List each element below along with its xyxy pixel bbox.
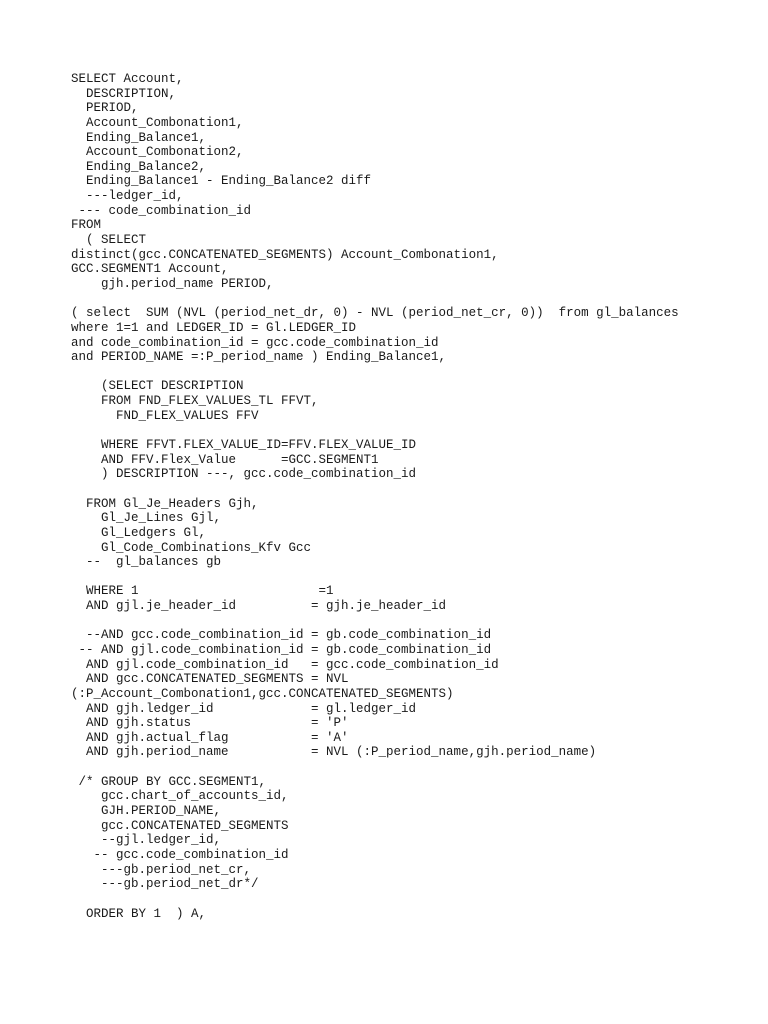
code-line: WHERE FFVT.FLEX_VALUE_ID=FFV.FLEX_VALUE_ID xyxy=(71,438,417,453)
code-line: ORDER BY 1 ) A, xyxy=(71,906,207,921)
code-line: (:P_Account_Combonation1,gcc.CONCATENATED_SEGMENTS) xyxy=(71,686,454,701)
code-line: AND gjl.je_header_id = gjh.je_header_id xyxy=(71,599,447,614)
code-line: WHERE 1 =1 xyxy=(71,584,334,599)
code-line: FROM Gl_Je_Headers Gjh, xyxy=(71,496,259,511)
code-line: FROM FND_FLEX_VALUES_TL FFVT, xyxy=(71,394,319,409)
code-line: Gl_Code_Combinations_Kfv Gcc xyxy=(71,540,312,555)
code-line: gcc.chart_of_accounts_id, xyxy=(71,789,289,804)
code-line: DESCRIPTION, xyxy=(71,86,177,101)
code-line: AND gjl.code_combination_id = gcc.code_combination_id xyxy=(71,657,499,672)
code-line: Ending_Balance1, xyxy=(71,130,207,145)
code-line xyxy=(71,760,679,775)
code-line: GCC.SEGMENT1 Account, xyxy=(71,262,229,277)
code-line: -- gcc.code_combination_id xyxy=(71,847,289,862)
code-line: --AND gcc.code_combination_id = gb.code_combination_id xyxy=(71,628,492,643)
code-line: Ending_Balance2, xyxy=(71,159,207,174)
code-line: Ending_Balance1 - Ending_Balance2 diff xyxy=(71,174,372,189)
code-line: AND gjh.period_name = NVL (:P_period_name,gjh.period_name) xyxy=(71,745,597,760)
code-line: ---gb.period_net_dr*/ xyxy=(71,877,259,892)
code-line: FROM xyxy=(71,218,102,233)
code-line: AND gcc.CONCATENATED_SEGMENTS = NVL xyxy=(71,672,349,687)
code-line: AND FFV.Flex_Value =GCC.SEGMENT1 xyxy=(71,452,379,467)
sql-code-block xyxy=(71,72,679,921)
code-line: -- AND gjl.code_combination_id = gb.code_combination_id xyxy=(71,642,492,657)
code-line: AND gjh.actual_flag = 'A' xyxy=(71,730,349,745)
code-line: FND_FLEX_VALUES FFV xyxy=(71,408,259,423)
code-line: Account_Combonation1, xyxy=(71,115,244,130)
code-line xyxy=(71,292,679,307)
code-line: gcc.CONCATENATED_SEGMENTS xyxy=(71,818,289,833)
code-line: where 1=1 and LEDGER_ID = Gl.LEDGER_ID xyxy=(71,320,357,335)
code-line: -- gl_balances gb xyxy=(71,555,222,570)
code-line: AND gjh.ledger_id = gl.ledger_id xyxy=(71,701,417,716)
code-line xyxy=(71,365,679,380)
code-line: and PERIOD_NAME =:P_period_name ) Ending_Balance1, xyxy=(71,350,447,365)
code-line: ---ledger_id, xyxy=(71,189,184,204)
code-line xyxy=(71,570,679,585)
code-line: ( select SUM (NVL (period_net_dr, 0) - NVL (period_net_cr, 0)) from gl_balances xyxy=(71,306,679,321)
code-line: AND gjh.status = 'P' xyxy=(71,716,349,731)
code-line: ) DESCRIPTION ---, gcc.code_combination_id xyxy=(71,467,417,482)
code-line: SELECT Account, xyxy=(71,72,184,86)
code-line: ---gb.period_net_cr, xyxy=(71,862,252,877)
code-line: Gl_Ledgers Gl, xyxy=(71,525,207,540)
code-line: gjh.period_name PERIOD, xyxy=(71,276,274,291)
code-line xyxy=(71,614,679,629)
code-line: ( SELECT xyxy=(71,233,147,248)
code-line: --gjl.ledger_id, xyxy=(71,833,222,848)
code-line xyxy=(71,482,679,497)
code-line: Account_Combonation2, xyxy=(71,145,244,160)
code-line: distinct(gcc.CONCATENATED_SEGMENTS) Account_Combonation1, xyxy=(71,247,499,262)
code-line: GJH.PERIOD_NAME, xyxy=(71,804,222,819)
code-line xyxy=(71,892,679,907)
code-line: PERIOD, xyxy=(71,101,139,116)
code-line: Gl_Je_Lines Gjl, xyxy=(71,511,222,526)
code-line: /* GROUP BY GCC.SEGMENT1, xyxy=(71,774,267,789)
code-line: --- code_combination_id xyxy=(71,203,252,218)
code-line: and code_combination_id = gcc.code_combination_id xyxy=(71,335,439,350)
code-line: (SELECT DESCRIPTION xyxy=(71,379,244,394)
code-line xyxy=(71,423,679,438)
